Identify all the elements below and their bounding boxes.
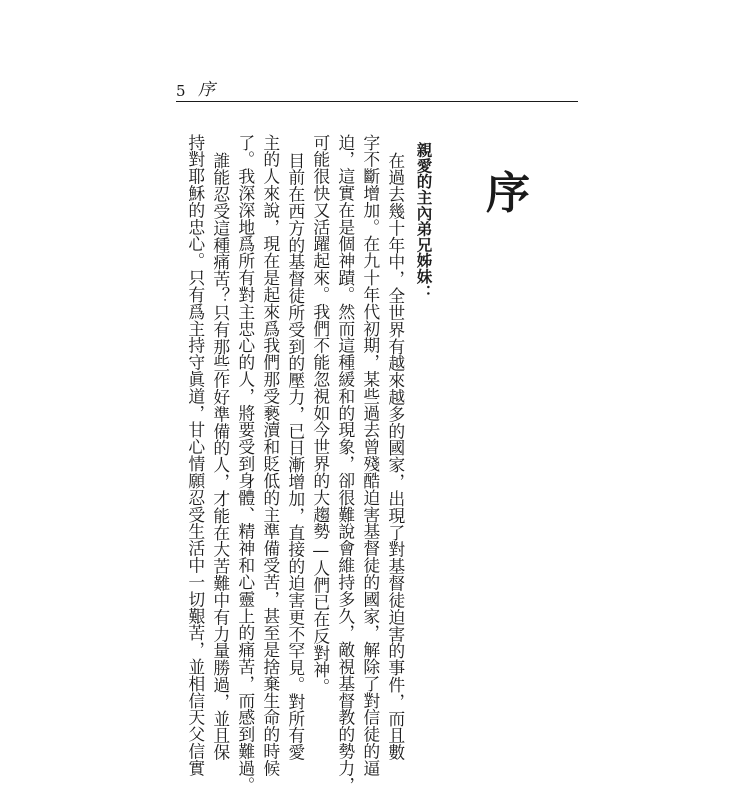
running-title: 序 (198, 80, 215, 100)
text-column: 主的人來說，現在是起來爲我們那受褻瀆和貶低的主準備受苦，甚至是捨棄生命的時候 (260, 134, 281, 777)
text-column: 字不斷增加。在九十年代初期，某些過去曾殘酷迫害基督徒的國家，解除了對信徒的逼 (360, 134, 381, 777)
header-rule (176, 101, 578, 102)
text-column: 在過去幾十年中，全世界有越來越多的國家，出現了對基督徒迫害的事件，而且數 (385, 152, 406, 761)
chapter-title: 序 (486, 168, 530, 219)
text-column: 迫，這實在是個神蹟。然而這種緩和的現象，卻很難說會維持多久，敵視基督教的勢力， (335, 134, 356, 794)
salutation: 親愛的主內弟兄姊妹： (414, 142, 434, 300)
text-column: 誰能忍受這種痛苦？只有那些作好準備的人，才能在大苦難中有力量勝過，並且保 (210, 152, 231, 761)
text-column: 目前在西方的基督徒所受到的壓力，已日漸增加，直接的迫害更不罕見。對所有愛 (285, 152, 306, 761)
text-column: 了。我深深地爲所有對主忠心的人，將要受到身體、精神和心靈上的痛苦，而感到難過。 (235, 134, 256, 794)
page-number: 5 (176, 82, 186, 100)
text-column: 持對耶穌的忠心。只有爲主持守眞道，甘心情願忍受生活中一切艱苦，並相信天父信實 (185, 134, 206, 777)
text-column: 可能很快又活躍起來。我們不能忽視如今世界的大趨勢—人們已在反對神。 (310, 134, 331, 696)
